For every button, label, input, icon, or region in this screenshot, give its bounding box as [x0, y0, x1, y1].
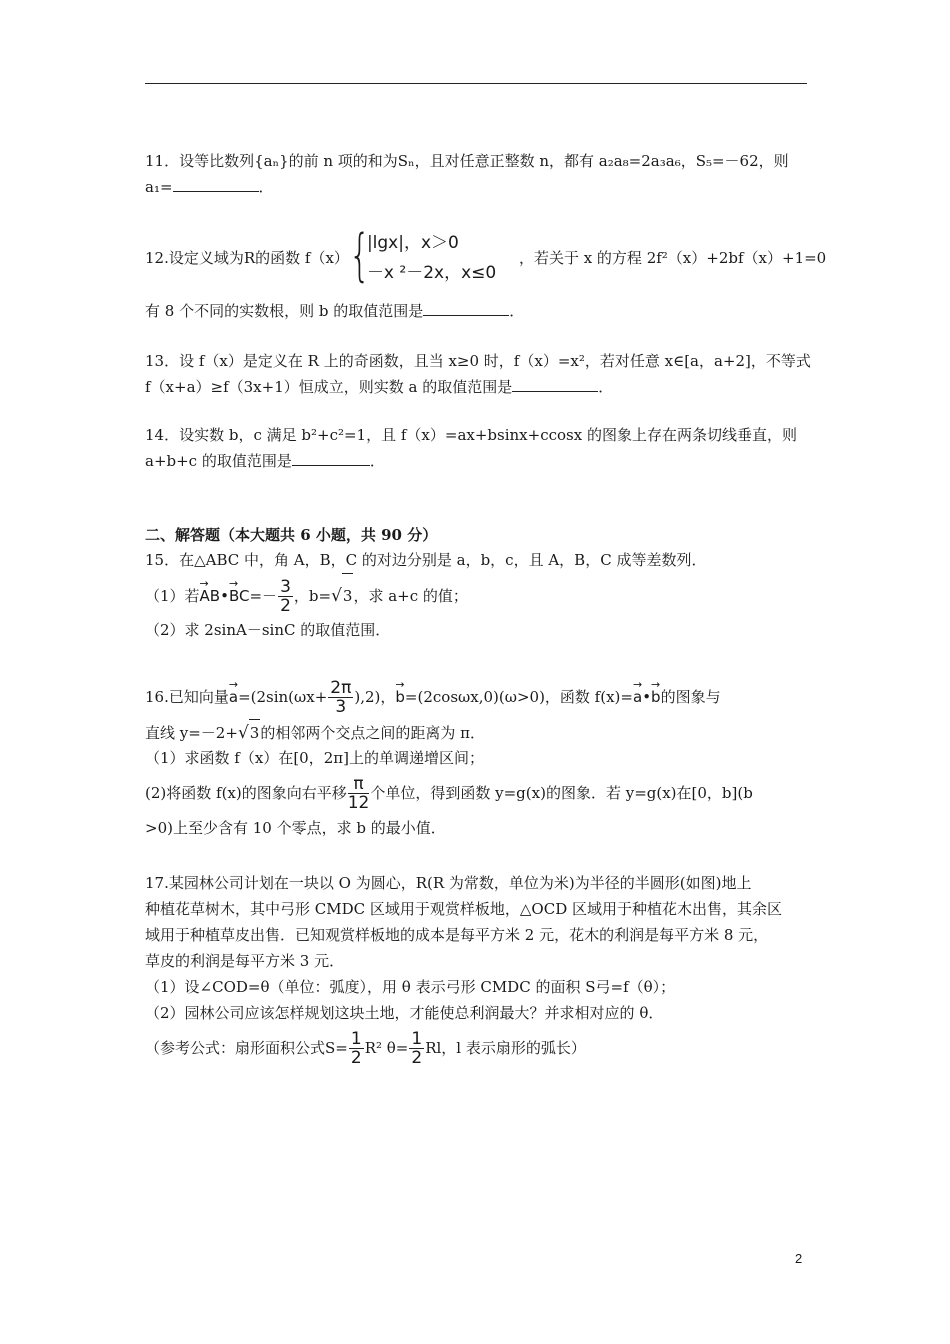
q11-answer-prefix: a₁=: [145, 178, 173, 196]
q14-line2-prefix: a+b+c 的取值范围是: [145, 452, 292, 470]
piecewise-function: [348, 223, 519, 288]
q17-part1: （1）设∠COD=θ（单位：弧度），用 θ 表示弓形 CMDC 的面积 S弓=f（θ）；: [145, 978, 676, 996]
q16-text-b: =(2sin(ωx+: [238, 688, 328, 706]
q15-line1: 15．在△ABC 中，角 A，B，C 的对边分别是 a，b，c，且 A，B，C 成等差数列．: [145, 551, 707, 569]
fraction-pi-12: [348, 776, 370, 812]
question-11: [145, 148, 810, 200]
vector-ab: → AB: [200, 574, 221, 618]
q15-part2: （2）求 2sinA－sinC 的取值范围．: [145, 621, 391, 639]
vector-b: → b: [395, 675, 405, 719]
q15-eq: =－: [249, 587, 278, 605]
dot-product-symbol: •: [642, 688, 652, 706]
question-15: [145, 547, 810, 643]
q11-answer-suffix: ．: [258, 178, 274, 196]
q17-ref-prefix: （参考公式：扇形面积公式: [145, 1039, 326, 1057]
question-12: [145, 223, 827, 324]
page-number: 2: [795, 1251, 803, 1266]
question-16: [145, 675, 810, 841]
fraction-3-2: [278, 579, 293, 615]
q11-line1: 11．设等比数列{aₙ}的前 n 项的和为Sₙ，且对任意正整数 n，都有 a₂a₈=2a₃a₆，S₅=－62，则: [145, 152, 789, 170]
fraction-numerator: 1: [350, 1029, 362, 1049]
q16-part2-a: (2)将函数 f(x)的图象向右平移: [145, 784, 347, 802]
q11-answer-blank[interactable]: [173, 175, 259, 192]
fraction-denominator: 2: [350, 1048, 362, 1068]
q14-answer-blank[interactable]: [292, 449, 370, 466]
vector-a: → a: [229, 675, 238, 719]
section-2-title: 二、解答题（本大题共 6 小题，共 90 分）: [145, 526, 438, 544]
q17-line3: 域用于种植草皮出售．已知观赏样板地的成本是每平方米 2 元，花木的利润是每平方米 8 元，: [145, 926, 769, 944]
q16-part2-b: 个单位，得到函数 y=g(x)的图象．若 y=g(x)在[0，b](b: [370, 784, 753, 802]
q13-answer-blank[interactable]: [512, 375, 598, 392]
sqrt-value: 3: [342, 573, 354, 618]
dot-product-symbol: •: [220, 587, 229, 605]
sqrt-value: 3: [249, 719, 261, 746]
vector-bc: → BC: [229, 574, 250, 618]
fraction-numerator: 3: [280, 577, 291, 597]
q16-text-c: ),2)，: [354, 688, 396, 706]
piecewise-case-1: |lgx|，x＞0: [366, 233, 459, 253]
q12-line2-suffix: ．: [509, 302, 525, 320]
radical-sign: √: [331, 586, 342, 606]
q16-part2-c: >0)上至少含有 10 个零点，求 b 的最小值．: [145, 819, 446, 837]
fraction-2pi-3: [328, 680, 353, 716]
fraction-numerator: 1: [411, 1029, 423, 1049]
fraction-denominator: 12: [347, 793, 370, 813]
fraction-denominator: 2: [411, 1048, 423, 1068]
q12-suffix: ，若关于 x 的方程 2f²（x）+2bf（x）+1=0: [518, 249, 827, 267]
fraction-1-2: [349, 1031, 364, 1067]
q15-p1-suffix: ，求 a+c 的值；: [353, 587, 468, 605]
fraction-numerator: 2π: [330, 678, 352, 698]
q14-line1: 14．设实数 b，c 满足 b²+c²=1，且 f（x）=ax+bsinx+ccosx 的图象上存在两条切线垂直，则: [145, 426, 797, 444]
fraction-1-2: [409, 1031, 424, 1067]
q12-prefix: 12.设定义域为R的函数 f（x）: [145, 249, 349, 267]
q13-line1: 13．设 f（x）是定义在 R 上的奇函数，且当 x≥0 时，f（x）=x²，若对任意 x∈[a，a+2]，不等式: [145, 352, 811, 370]
q13-line2-suffix: ．: [598, 378, 614, 396]
q13-line2-prefix: f（x+a）≥f（3x+1）恒成立，则实数 a 的取值范围是: [145, 378, 513, 396]
q15-p1-prefix: （1）若: [145, 587, 200, 605]
header-rule: [145, 83, 807, 84]
q12-answer-blank[interactable]: [423, 299, 509, 316]
q17-line1: 17.某园林公司计划在一块以 O 为圆心，R(R 为常数，单位为米)为半径的半圆形(如图)地上: [145, 874, 752, 892]
question-13: [145, 348, 810, 400]
q17-line2: 种植花草树木，其中弓形 CMDC 区域用于观赏样板地，△OCD 区域用于种植花木出售，其余区: [145, 900, 782, 918]
q17-ref-s: S=: [325, 1039, 348, 1057]
q12-line2-prefix: 有 8 个不同的实数根，则 b 的取值范围是: [145, 302, 424, 320]
q17-part2: （2）园林公司应该怎样规划这块土地，才能使总利润最大？并求相对应的 θ．: [145, 1004, 664, 1022]
q17-ref-end: Rl，l 表示扇形的弧长）: [425, 1039, 586, 1057]
fraction-denominator: 3: [335, 697, 347, 717]
q15-b-eq: ，b=: [293, 587, 332, 605]
q17-ref-mid: R² θ=: [364, 1039, 409, 1057]
question-14: [145, 422, 810, 474]
fraction-numerator: π: [348, 776, 370, 794]
q16-text-a: 16.已知向量: [145, 688, 229, 706]
piecewise-case-2: －x ²－2x，x≤0: [366, 263, 497, 283]
vector-a: → a: [633, 675, 642, 719]
q16-part1: （1）求函数 f（x）在[0，2π]上的单调递增区间；: [145, 749, 484, 767]
q17-line4: 草皮的利润是每平方米 3 元．: [145, 952, 345, 970]
q16-text-e: 的图象与: [660, 688, 721, 706]
vector-b: → b: [651, 675, 661, 719]
radical-sign: √: [237, 723, 249, 743]
q14-line2-suffix: ．: [369, 452, 385, 470]
left-brace: {: [348, 223, 371, 288]
fraction-denominator: 2: [280, 596, 291, 616]
q16-line2-b: 的相邻两个交点之间的距离为 π．: [260, 724, 485, 742]
question-17: [145, 870, 810, 1070]
q16-text-d: =(2cosωx,0)(ω>0)，函数 f(x)=: [404, 688, 633, 706]
q16-line2-a: 直线 y=－2+: [145, 724, 238, 742]
